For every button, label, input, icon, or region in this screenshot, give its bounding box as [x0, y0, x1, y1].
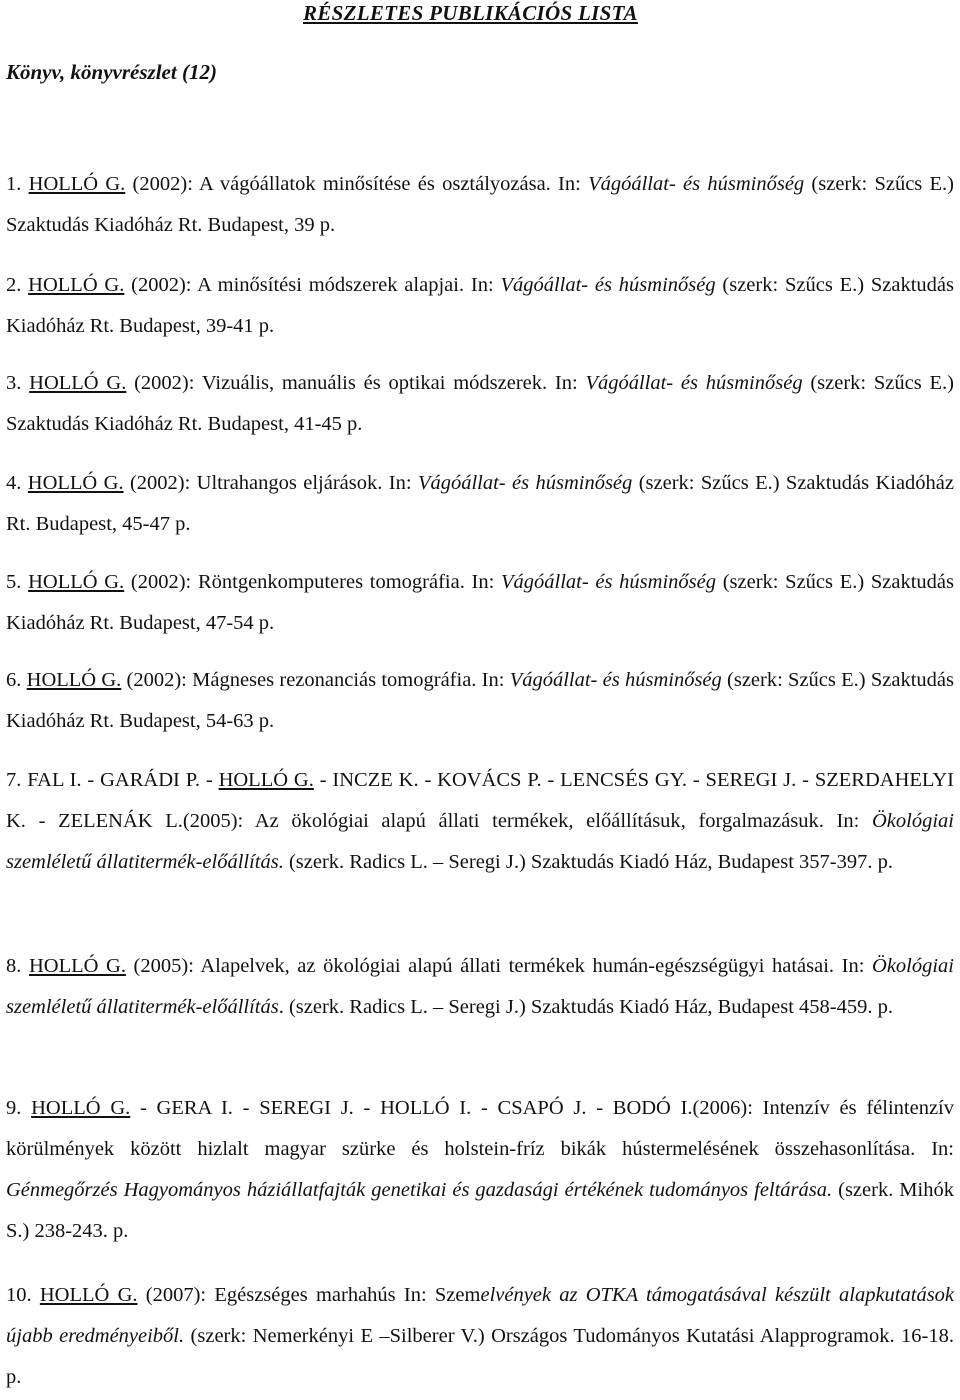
entry-book-title: Ökológiai szemléletű állatitermék-előállítás. — [6, 810, 954, 873]
publication-entry — [6, 164, 954, 246]
section-heading: Könyv, könyvrészlet (12) — [6, 60, 217, 84]
entry-coauthors: - INCZE K. - KOVÁCS P. - LENCSÉS GY. - SEREGI J. - SZERDAHELYI K. - ZELENÁK L. — [6, 769, 955, 832]
publication-entry — [6, 363, 954, 445]
entry-number: 6. — [6, 669, 22, 691]
entry-publisher: (szerk: Szűcs E.) Szaktudás Kiadóház Rt. Budapest, 45-47 p. — [6, 472, 954, 535]
entry-book-title: Vágóállat- és húsminőség — [588, 173, 805, 195]
entry-book-title: Vágóállat- és húsminőség — [509, 669, 722, 691]
entry-author: HOLLÓ G. — [28, 955, 126, 977]
entry-coauthors: - GERA I. - SEREGI J. - HOLLÓ I. - CSAPÓ J. - BODÓ I. — [130, 1097, 693, 1119]
entry-author: HOLLÓ G. — [26, 669, 122, 691]
entry-book-title: Vágóállat- és húsminőség — [585, 372, 803, 394]
page-title: RÉSZLETES PUBLIKÁCIÓS LISTA — [303, 1, 638, 25]
entry-number: 8. — [6, 955, 22, 977]
entry-author: HOLLÓ G. — [28, 274, 125, 296]
entry-text: (2002): Röntgenkomputeres tomográfia. In: — [124, 571, 502, 593]
entry-number: 2. — [6, 274, 22, 296]
entry-author: HOLLÓ G. — [28, 571, 125, 593]
entry-publisher: (szerk: Szűcs E.) Szaktudás Kiadóház Rt. Budapest, 39-41 p. — [6, 274, 954, 337]
entry-publisher: (szerk: Szűcs E.) Szaktudás Kiadóház Rt. Budapest, 54-63 p. — [6, 669, 954, 732]
entry-publisher: (szerk: Nemerkényi E –Silberer V.) Országos Tudományos Kutatási Alapprogramok. 16-18. p. — [6, 1325, 954, 1388]
entry-publisher: (szerk. Radics L. – Seregi J.) Szaktudás Kiadó Ház, Budapest 357-397. p. — [283, 851, 894, 873]
entry-publisher: (szerk. Mihók S.) 238-243. p. — [6, 1179, 954, 1242]
publication-entry — [6, 1275, 954, 1398]
entry-text: (2002): A vágóállatok minősítése és osztályozása. In: — [125, 173, 589, 195]
entry-book-title: Vágóállat- és húsminőség — [501, 571, 716, 593]
entry-number: 5. — [6, 571, 22, 593]
entry-author: HOLLÓ G. — [39, 1284, 138, 1306]
publication-entry — [6, 946, 954, 1028]
entry-text: (2005): Az ökológiai alapú állati termékek, előállításuk, forgalmazásuk. In: — [182, 810, 872, 832]
entry-author: HOLLÓ G. — [218, 769, 314, 791]
entry-book-title: Vágóállat- és húsminőség — [417, 472, 633, 494]
entry-number: 10. — [6, 1284, 32, 1306]
entry-number: 4. — [6, 472, 22, 494]
entry-publisher: . (szerk. Radics L. – Seregi J.) Szaktudás Kiadó Ház, Budapest 458-459. p. — [278, 996, 894, 1018]
publication-entry — [6, 1088, 954, 1252]
entry-text: (2002): Ultrahangos eljárások. In: — [123, 472, 418, 494]
entry-author: HOLLÓ G. — [31, 1097, 131, 1119]
entry-author: HOLLÓ G. — [28, 173, 126, 195]
entry-coauthors: FAL I. - GARÁDI P. - — [27, 769, 219, 791]
entry-publisher: (szerk: Szűcs E.) Szaktudás Kiadóház Rt. Budapest, 47-54 p. — [6, 571, 955, 634]
publication-entry — [6, 562, 954, 644]
publication-entry — [6, 463, 954, 545]
entry-number: 9. — [6, 1097, 22, 1119]
entry-author: HOLLÓ G. — [27, 472, 124, 494]
entry-book-title: elvények az OTKA támogatásával készült alapkutatások újabb eredményeiből. — [6, 1284, 955, 1347]
entry-book-title: Ökológiai szemléletű állatitermék-előállítás — [6, 955, 955, 1018]
publication-entry — [6, 265, 954, 347]
entry-book-title: Vágóállat- és húsminőség — [500, 274, 716, 296]
entry-book-title: Génmegőrzés Hagyományos háziállatfajták genetikai és gazdasági értékének tudományos feltárása. — [6, 1179, 833, 1201]
entry-number: 1. — [6, 173, 22, 195]
publication-entry — [6, 660, 954, 742]
entry-number: 7. — [6, 769, 22, 791]
entry-publisher: (szerk: Szűcs E.) Szaktudás Kiadóház Rt. Budapest, 39 p. — [6, 173, 955, 236]
entry-number: 3. — [6, 372, 22, 394]
entry-text: (2002): Vizuális, manuális és optikai módszerek. In: — [126, 372, 586, 394]
publication-entry — [6, 760, 954, 883]
entry-publisher: (szerk: Szűcs E.) Szaktudás Kiadóház Rt. Budapest, 41-45 p. — [6, 372, 954, 435]
entry-author: HOLLÓ G. — [29, 372, 127, 394]
entry-text: (2002): A minősítési módszerek alapjai. In: — [124, 274, 501, 296]
entry-text: (2007): Egészséges marhahús In: Szem — [137, 1284, 481, 1306]
entry-text: (2002): Mágneses rezonanciás tomográfia. In: — [121, 669, 510, 691]
entry-text: (2005): Alapelvek, az ökológiai alapú állati termékek humán-egészségügyi hatásai. In: — [125, 955, 873, 977]
entry-text: (2006): Intenzív és félintenzív körülmények között hizlalt magyar szürke és holstein-fríz bikák hústermelésének összehasonlítása. In: — [6, 1097, 955, 1160]
